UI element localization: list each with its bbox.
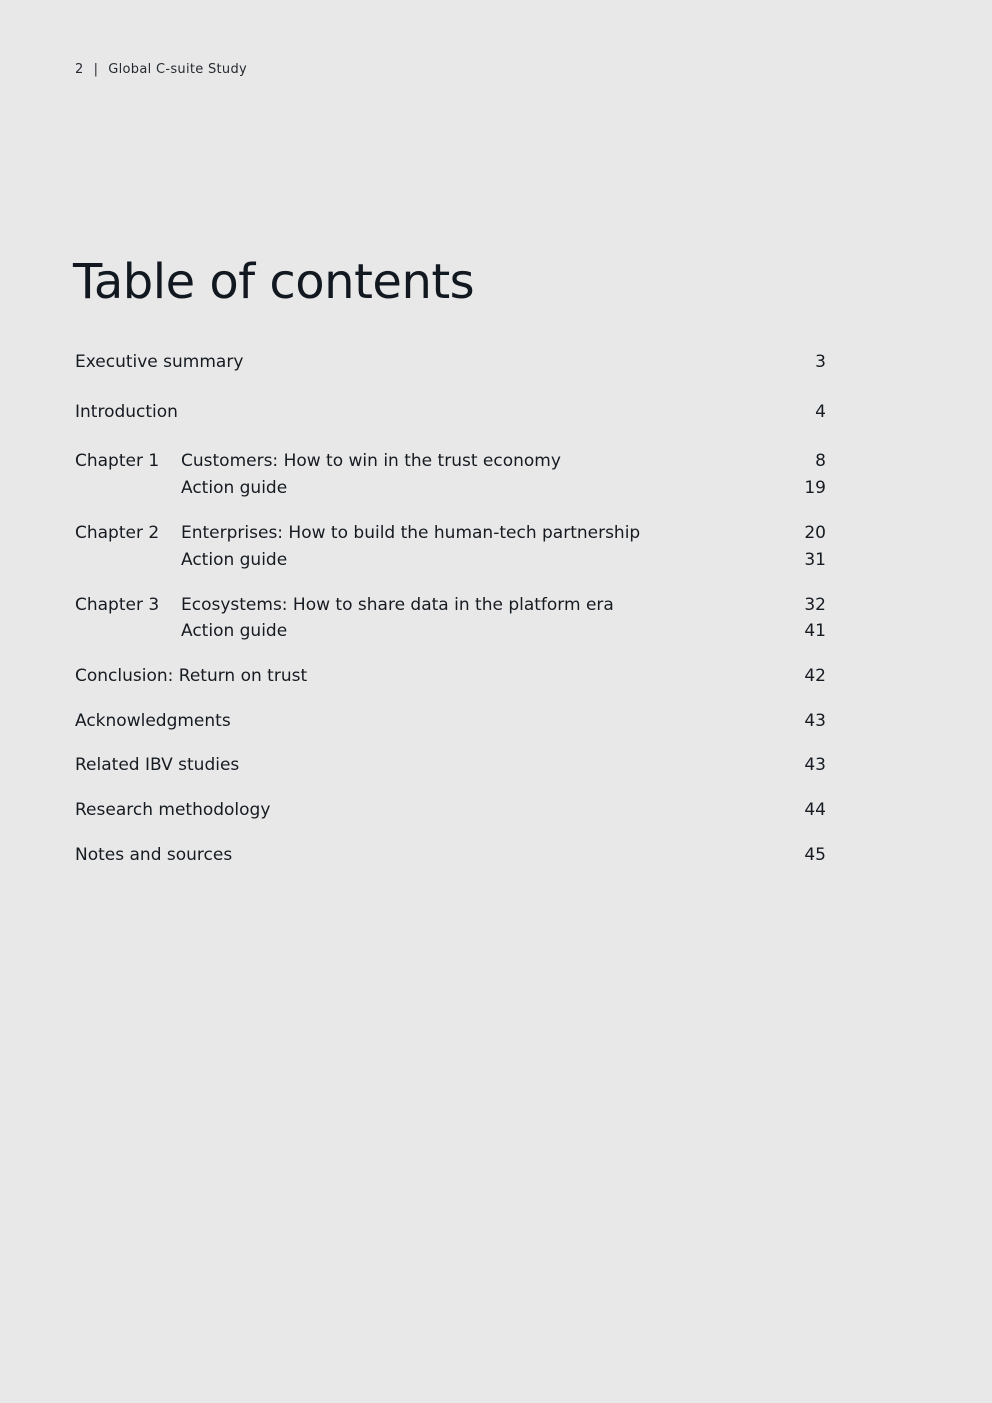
header-separator: | bbox=[93, 62, 99, 77]
toc-entry-page: 45 bbox=[804, 845, 826, 865]
toc-entry-chapter-1-action-guide[interactable] bbox=[75, 476, 826, 500]
page-header bbox=[75, 62, 247, 77]
toc-chapter-title: Enterprises: How to build the human-tech partnership bbox=[181, 523, 641, 543]
toc-entry-page: 3 bbox=[815, 352, 826, 372]
toc-entry-introduction[interactable] bbox=[75, 400, 826, 424]
publication-name: Global C-suite Study bbox=[108, 62, 248, 77]
toc-entry-acknowledgments[interactable] bbox=[75, 709, 826, 733]
toc-entry-page: 43 bbox=[804, 711, 826, 731]
toc-chapter-number: Chapter 3 bbox=[75, 595, 160, 615]
toc-action-guide-label: Action guide bbox=[181, 621, 288, 641]
toc-entry-page: 4 bbox=[815, 402, 826, 422]
toc-entry-chapter-2-action-guide[interactable] bbox=[75, 548, 826, 572]
toc-entry-chapter-3[interactable] bbox=[75, 593, 826, 617]
toc-entry-label: Notes and sources bbox=[75, 845, 233, 865]
toc-entry-label: Introduction bbox=[75, 402, 178, 422]
page-title: Table of contents bbox=[73, 254, 475, 310]
toc-entry-label: Conclusion: Return on trust bbox=[75, 666, 308, 686]
toc-entry-label: Related IBV studies bbox=[75, 755, 240, 775]
toc-entry-chapter-2[interactable] bbox=[75, 521, 826, 545]
toc-entry-page: 32 bbox=[804, 595, 826, 615]
toc-entry-chapter-3-action-guide[interactable] bbox=[75, 619, 826, 643]
toc-entry-page: 43 bbox=[804, 755, 826, 775]
toc-chapter-title: Customers: How to win in the trust economy bbox=[181, 451, 561, 471]
toc-entry-conclusion[interactable] bbox=[75, 664, 826, 688]
toc-entry-page: 31 bbox=[804, 550, 826, 570]
toc-entry-page: 20 bbox=[804, 523, 826, 543]
toc-entry-chapter-1[interactable] bbox=[75, 449, 826, 473]
toc-chapter-number: Chapter 2 bbox=[75, 523, 160, 543]
toc-chapter-number: Chapter 1 bbox=[75, 451, 160, 471]
toc-entry-page: 44 bbox=[804, 800, 826, 820]
page-number: 2 bbox=[75, 62, 84, 77]
toc-entry-executive-summary[interactable] bbox=[75, 350, 826, 374]
toc-chapter-title: Ecosystems: How to share data in the platform era bbox=[181, 595, 614, 615]
toc-entry-related-studies[interactable] bbox=[75, 753, 826, 777]
toc-entry-research-methodology[interactable] bbox=[75, 798, 826, 822]
toc-entry-page: 42 bbox=[804, 666, 826, 686]
toc-entry-page: 8 bbox=[815, 451, 826, 471]
toc-entry-label: Acknowledgments bbox=[75, 711, 231, 731]
toc-entry-label: Research methodology bbox=[75, 800, 271, 820]
toc-entry-page: 19 bbox=[804, 478, 826, 498]
toc-action-guide-label: Action guide bbox=[181, 478, 288, 498]
toc-action-guide-label: Action guide bbox=[181, 550, 288, 570]
toc-entry-notes-and-sources[interactable] bbox=[75, 843, 826, 867]
toc-entry-label: Executive summary bbox=[75, 352, 244, 372]
toc-entry-page: 41 bbox=[804, 621, 826, 641]
